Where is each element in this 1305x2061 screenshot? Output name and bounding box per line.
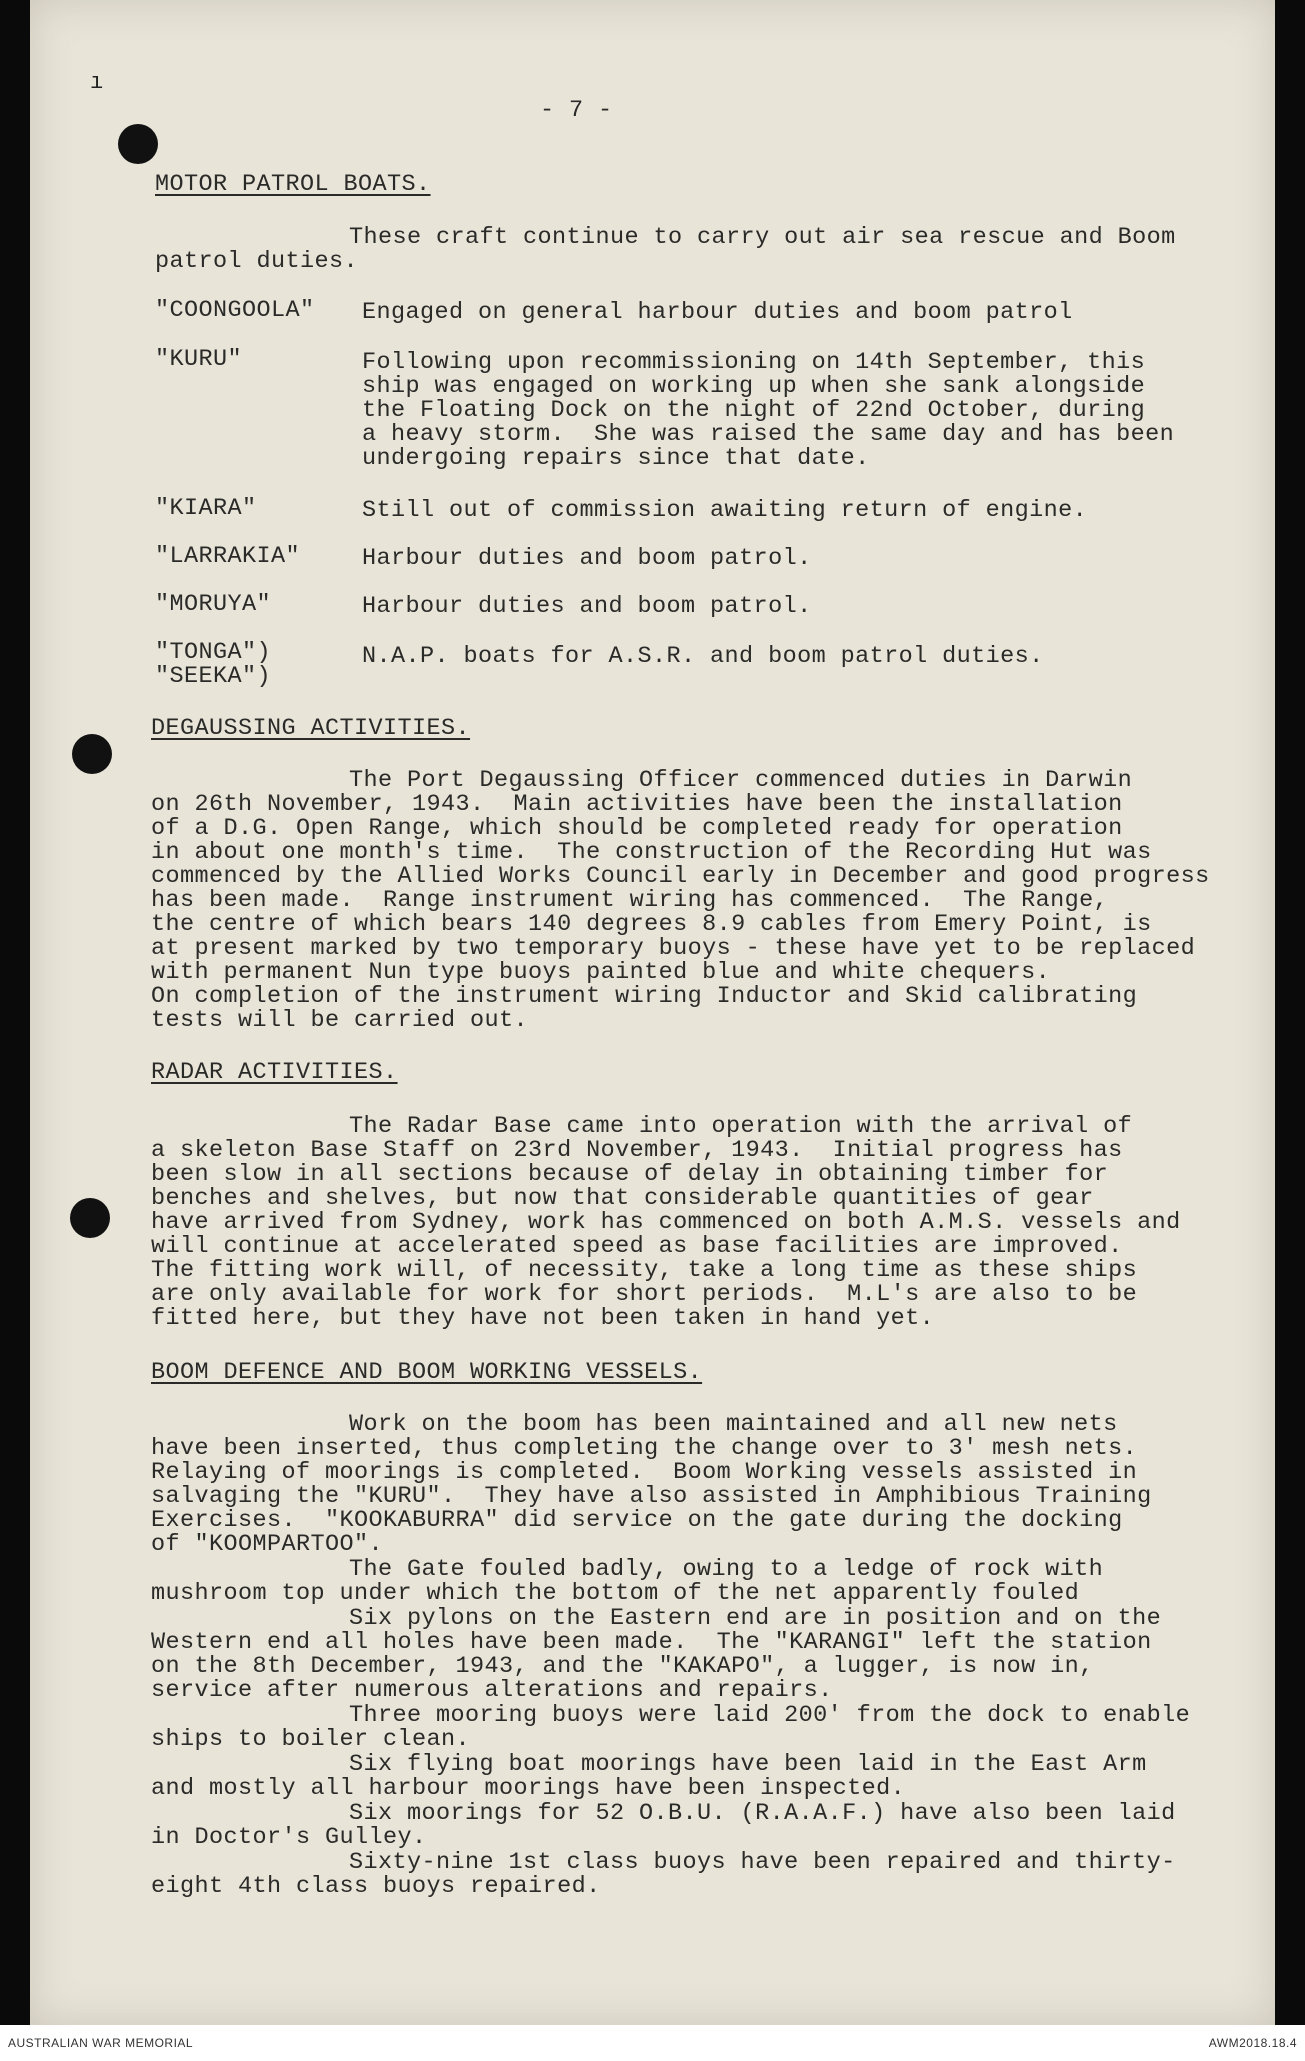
paragraph-line: of a D.G. Open Range, which should be completed ready for operation <box>151 815 1123 842</box>
paragraph-line: on 26th November, 1943. Main activities have been the installation <box>151 791 1123 818</box>
paragraph-line: on the 8th December, 1943, and the "KAKAPO", a lugger, is now in, <box>151 1653 1094 1680</box>
paragraph-line: are only available for work for short periods. M.L's are also to be <box>151 1281 1138 1308</box>
boat-description: ship was engaged on working up when she sank alongside <box>362 373 1146 400</box>
section-heading-radar: RADAR ACTIVITIES. <box>151 1059 398 1086</box>
paragraph-line: ships to boiler clean. <box>151 1726 471 1753</box>
paragraph-line: The Port Degaussing Officer commenced duties in Darwin <box>349 767 1133 794</box>
paragraph-line: in Doctor's Gulley. <box>151 1824 427 1851</box>
paragraph-line: Six moorings for 52 O.B.U. (R.A.A.F.) have also been laid <box>349 1800 1176 1827</box>
boat-description: the Floating Dock on the night of 22nd October, during <box>362 397 1146 424</box>
paragraph-line: benches and shelves, but now that considerable quantities of gear <box>151 1185 1094 1212</box>
boat-name: "COONGOOLA" <box>155 297 315 324</box>
paragraph-line: with permanent Nun type buoys painted blue and white chequers. <box>151 959 1051 986</box>
paragraph-line: commenced by the Allied Works Council early in December and good progress <box>151 863 1210 890</box>
paragraph-line: the centre of which bears 140 degrees 8.9 cables from Emery Point, is <box>151 911 1152 938</box>
boat-description: undergoing repairs since that date. <box>362 445 870 472</box>
ink-mark: ı <box>90 70 104 95</box>
paragraph-line: have arrived from Sydney, work has commenced on both A.M.S. vessels and <box>151 1209 1181 1236</box>
boat-name: "KURU" <box>155 346 243 373</box>
paragraph-line: fitted here, but they have not been taken in hand yet. <box>151 1305 935 1332</box>
boat-description: N.A.P. boats for A.S.R. and boom patrol duties. <box>362 643 1044 670</box>
section-heading-motor-patrol: MOTOR PATROL BOATS. <box>155 171 431 198</box>
paragraph-line: Relaying of moorings is completed. Boom Working vessels assisted in <box>151 1459 1138 1486</box>
typed-text <box>30 0 1275 2000</box>
paragraph-line: and mostly all harbour moorings have been inspected. <box>151 1775 906 1802</box>
paragraph-line: The fitting work will, of necessity, take a long time as these ships <box>151 1257 1138 1284</box>
intro-line: These craft continue to carry out air sea rescue and Boom <box>349 224 1176 251</box>
boat-name: "SEEKA") <box>155 663 272 690</box>
section-heading-degaussing: DEGAUSSING ACTIVITIES. <box>151 715 471 742</box>
intro-line: patrol duties. <box>155 248 359 275</box>
boat-name: "MORUYA" <box>155 591 272 618</box>
archive-footer <box>0 2025 1305 2061</box>
paragraph-line: Six pylons on the Eastern end are in position and on the <box>349 1605 1162 1632</box>
section-heading-boom: BOOM DEFENCE AND BOOM WORKING VESSELS. <box>151 1359 703 1386</box>
paragraph-line: have been inserted, thus completing the change over to 3' mesh nets. <box>151 1435 1138 1462</box>
document-page <box>30 0 1275 2025</box>
paragraph-line: a skeleton Base Staff on 23rd November, 1943. Initial progress has <box>151 1137 1123 1164</box>
boat-description: Harbour duties and boom patrol. <box>362 545 812 572</box>
boat-description: Still out of commission awaiting return of engine. <box>362 497 1088 524</box>
paragraph-line: mushroom top under which the bottom of the net apparently fouled <box>151 1580 1080 1607</box>
paragraph-line: Six flying boat moorings have been laid in the East Arm <box>349 1751 1147 1778</box>
paragraph-line: Three mooring buoys were laid 200' from the dock to enable <box>349 1702 1191 1729</box>
paragraph-line: service after numerous alterations and repairs. <box>151 1677 833 1704</box>
paragraph-line: Work on the boom has been maintained and all new nets <box>349 1411 1118 1438</box>
boat-description: Harbour duties and boom patrol. <box>362 593 812 620</box>
paragraph-line: will continue at accelerated speed as base facilities are improved. <box>151 1233 1123 1260</box>
paragraph-line: has been made. Range instrument wiring has commenced. The Range, <box>151 887 1109 914</box>
paragraph-line: of "KOOMPARTOO". <box>151 1531 384 1558</box>
footer-accession-number: AWM2018.18.4 <box>1208 2036 1297 2050</box>
paragraph-line: The Radar Base came into operation with the arrival of <box>349 1113 1133 1140</box>
boat-name: "KIARA" <box>155 495 257 522</box>
paragraph-line: Exercises. "KOOKABURRA" did service on the gate during the docking <box>151 1507 1123 1534</box>
paragraph-line: Western end all holes have been made. The "KARANGI" left the station <box>151 1629 1152 1656</box>
paragraph-line: in about one month's time. The construction of the Recording Hut was <box>151 839 1152 866</box>
paragraph-line: at present marked by two temporary buoys - these have yet to be replaced <box>151 935 1196 962</box>
boat-description: Engaged on general harbour duties and boom patrol <box>362 299 1073 326</box>
paragraph-line: salvaging the "KURU". They have also assisted in Amphibious Training <box>151 1483 1152 1510</box>
boat-description: a heavy storm. She was raised the same day and has been <box>362 421 1175 448</box>
paragraph-line: tests will be carried out. <box>151 1007 529 1034</box>
page-number: - 7 - <box>540 97 613 124</box>
paragraph-line: been slow in all sections because of delay in obtaining timber for <box>151 1161 1109 1188</box>
footer-institution: AUSTRALIAN WAR MEMORIAL <box>8 2036 194 2050</box>
paragraph-line: The Gate fouled badly, owing to a ledge of rock with <box>349 1556 1104 1583</box>
boat-name: "TONGA") <box>155 639 272 666</box>
paragraph-line: eight 4th class buoys repaired. <box>151 1873 601 1900</box>
paragraph-line: On completion of the instrument wiring Inductor and Skid calibrating <box>151 983 1138 1010</box>
paragraph-line: Sixty-nine 1st class buoys have been repaired and thirty- <box>349 1849 1176 1876</box>
boat-description: Following upon recommissioning on 14th September, this <box>362 349 1146 376</box>
boat-name: "LARRAKIA" <box>155 543 301 570</box>
